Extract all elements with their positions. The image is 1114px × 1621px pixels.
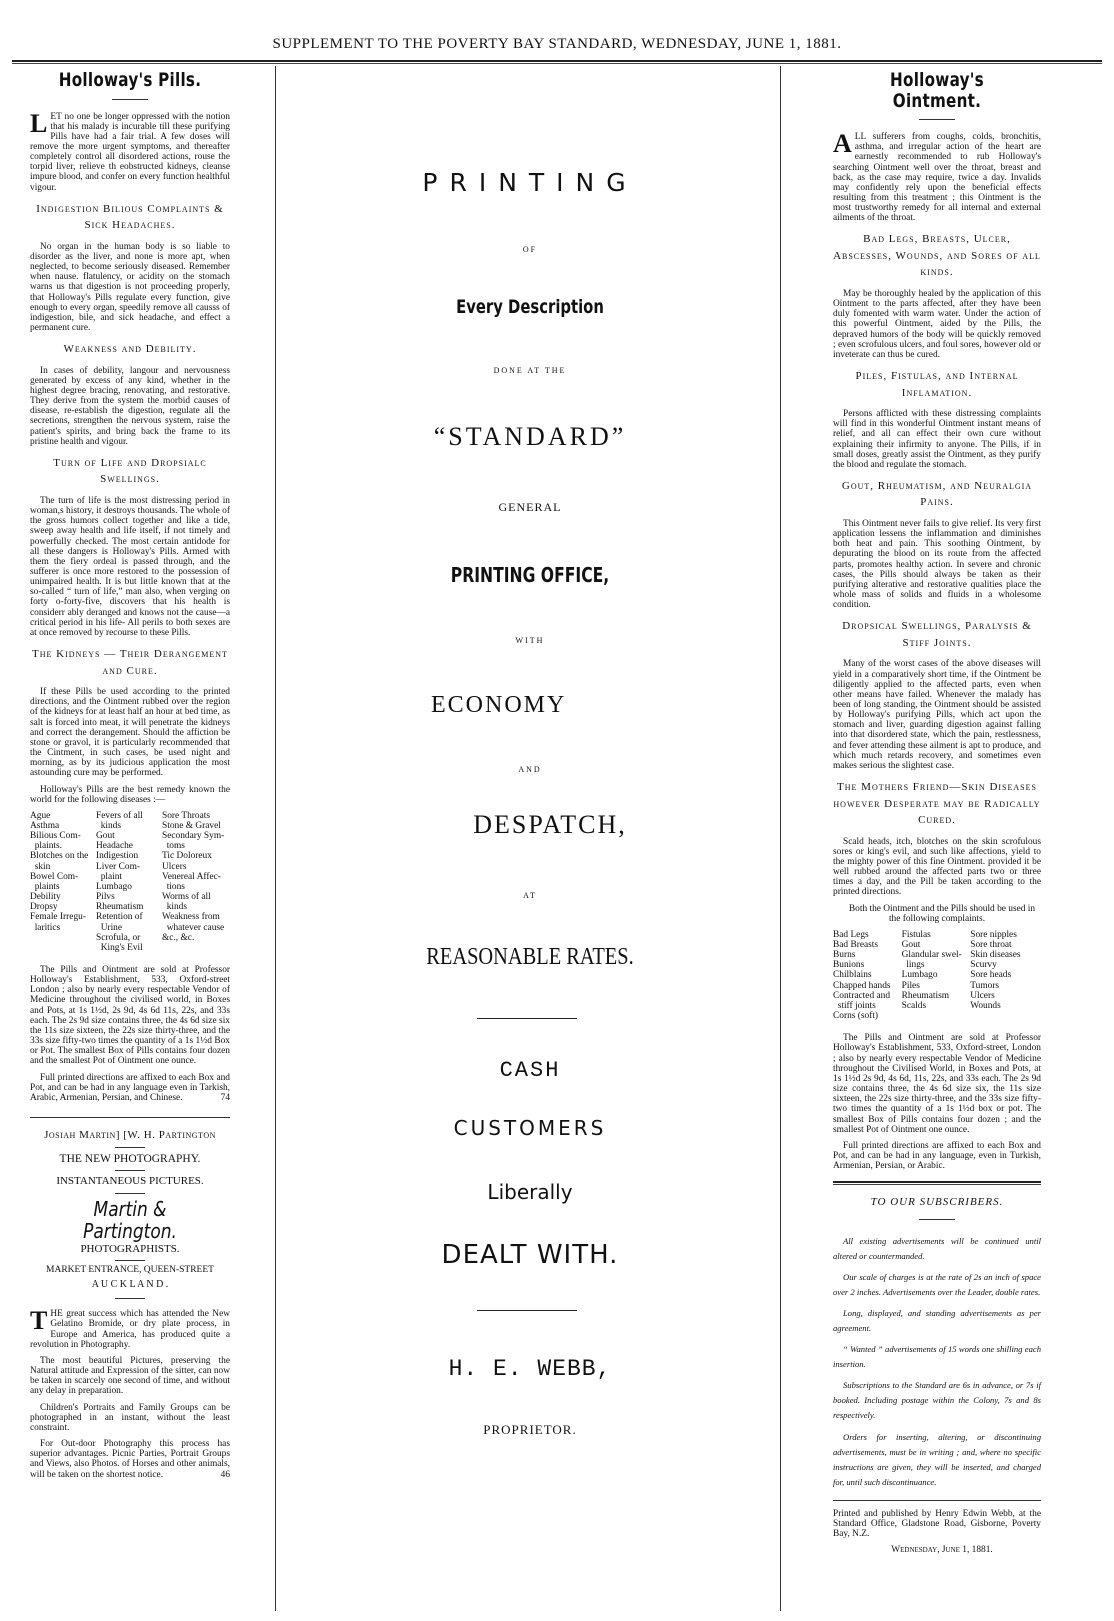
table-cell: Gout [901, 940, 921, 950]
notice: “ Wanted ” advertisements of 15 words one shilling each insertion. [833, 1344, 1041, 1370]
paragraph: In cases of debility, langour and nervousness generated by excess of any kind, whether in the highest degree bracing, renovating, and restorative. They derive from the system the morbid causes of disease, re-establish the digestion, regulate all the secretions, strengthen the nervous system, raise the patient's spirits, and bring back the frame to its pristine health and vigour. [30, 365, 230, 447]
intro-text: ET no one be longer oppressed with the notion that his malady is incurable till these purifying Pills have had a fair trial. A few doses will remove the more urgent symptoms, and thereafter completely control all disordered actions, rouse the torpid liver, relieve th eobstructed kidneys, cleanse impure blood, and confer on every function healthful vigour. [30, 111, 230, 193]
paragraph-text: For Out-door Photography this process has superior advantages. Picnic Parties, Portrait Groups and Views, also Photos. of Horses and other animals, will be taken on the shortest notice. [30, 1439, 230, 1480]
table-cell: Stone & Gravel [162, 820, 221, 831]
paragraph: This Ointment never fails to give relief. Its very first application lessens the inflammation and diminishes both heat and pain. This soothing Ointment, by depurating the blood on its route from the affected parts, promotes healthy action. In severe and chronic cases, the Pills should always be taken as their purifying alterative and restorative qualities place the whole mass of solids and fluids in a wholesome condition. [833, 518, 1041, 611]
divider [833, 1181, 1041, 1185]
table-cell: Female Irregu- [30, 912, 86, 923]
table-row [30, 882, 230, 892]
table-cell: Ulcers [162, 861, 187, 872]
table-cell: Chilblains [833, 970, 872, 981]
table-cell: kinds [162, 902, 188, 913]
table-cell: Tic Doloreux [162, 851, 212, 862]
table-cell: lings [901, 960, 925, 971]
table-cell: Blotches on the [30, 851, 89, 862]
table-cell: stiff joints [833, 1000, 876, 1011]
table-cell: Headache [96, 841, 133, 852]
table-cell: Venereal Affec- [162, 871, 221, 882]
instantaneous-pictures: INSTANTANEOUS PICTURES. [56, 1175, 204, 1188]
reasonable-rates: REASONABLE RATES. [426, 944, 634, 970]
with: WITH [515, 636, 545, 645]
liberally: Liberally [487, 1180, 573, 1204]
holloways-ointment-column [833, 66, 1041, 1561]
heading-indigestion: Indigestion Bilious Complaints & Sick Headaches. [36, 202, 224, 232]
table-cell: skin [30, 861, 51, 872]
heading-weakness: Weakness and Debility. [63, 343, 197, 356]
of: OF [522, 245, 538, 254]
table-cell: Piles [901, 980, 920, 991]
table-cell: kinds [96, 820, 122, 831]
table-cell: Fevers of all [96, 810, 143, 821]
table-cell: plaint [96, 871, 123, 882]
table-cell: King's Evil [96, 942, 143, 953]
paragraph: The Pills and Ointment are sold at Professor Holloway's Establishment, 533, Oxford-street, London ; also by nearly every respectable Vendor of Medicine throughout the Civilised World, in Boxes and Pots, at 1s 1½d 2s 9d, 4s 6d, 11s, 22s, and 33s each. The 2s 9d size contains three, the 4s 6d size six, the 11s size sixteen, the 22s size thirty-three, and the 33s size fifty-two times the quantity of a 1s 1½d box or pot. The smallest Box of Pills contains four dozen ; and the smallest Pot of Ointment one ounce. [833, 1033, 1041, 1135]
table-cell: Ague [30, 810, 51, 821]
imprint: Printed and published by Henry Edwin Webb, at the Standard Office, Gladstone Road, Gisborne, Poverty Bay, N.Z. [833, 1508, 1041, 1539]
table-cell [902, 1011, 971, 1021]
paragraph: No organ in the human body is so liable to disorder as the liver, and none is more apt, when neglected, to become seriously diseased. Remember when nause. flatulency, or acidity on the stomach warns us that digestion is not proceeding properly, that Holloway's Pills regulate every function, give enough to every organ, speedily remove all causss of indigestion, bile, and sick headache, and effect a permanent cure. [30, 241, 230, 334]
paragraph [30, 1306, 230, 1350]
table-cell: toms [162, 841, 185, 852]
table-cell: Scrofula, or [96, 932, 141, 943]
at: AT [523, 891, 537, 900]
table-row [30, 841, 230, 851]
notice: Long, displayed, and standing advertisements as per agreement. [833, 1308, 1041, 1334]
table-cell: Retention of [96, 912, 143, 923]
subscribers-notice [833, 1234, 1041, 1489]
ointment-intro [833, 129, 1041, 224]
table-cell: Bad Breasts [833, 940, 879, 950]
divider [477, 1018, 577, 1019]
table-cell: &c., &c. [162, 932, 195, 943]
table-cell: Sore heads [970, 970, 1012, 981]
heading-kidneys: The Kidneys — Their Derangement and Cure. [32, 648, 228, 677]
ointment-title: Holloway's Ointment. [890, 69, 984, 112]
pills-intro [30, 108, 230, 193]
table-row [30, 923, 230, 933]
done-at-the: DONE AT THE [493, 366, 567, 375]
table-cell: Secondary Sym- [162, 831, 225, 842]
table-row [833, 930, 1041, 940]
table-cell [30, 943, 96, 953]
heading-gout: Gout, Rheumatism, and Neuralgia Pains. [841, 479, 1033, 509]
table-cell: Debility [30, 892, 61, 903]
paragraph: Both the Ointment and the Pills should be used in the following complaints. [848, 903, 1036, 924]
table-cell: Glandular swel- [901, 950, 962, 961]
table-row [833, 950, 1041, 960]
city: A U C K L A N D . [91, 1278, 169, 1290]
table-row [833, 1011, 1041, 1021]
table-row [30, 943, 230, 953]
drop-cap: A [833, 129, 852, 159]
subscribers-title: TO OUR SUBSCRIBERS. [870, 1196, 1004, 1209]
divider [115, 1260, 145, 1261]
paragraph: Many of the worst cases of the above diseases will yield in a comparatively short time, if the Ointment be diligently applied to the affected parts, even when other means have failed. Whenever the malady has been of long standing, the Ointment should be assisted by Holloway's purifying Pills, which act upon the stomach and liver, guarding digestion against falling into that disordered state, which the pain, restlessness, and fever attending these ailment is apt to produce, and which much retards recovery, and sometimes even makes serious the slightest case. [833, 659, 1041, 771]
address: MARKET ENTRANCE, QUEEN-STREET [46, 1265, 214, 1276]
table-cell: whatever cause [162, 922, 225, 933]
table-cell: Bunions [833, 960, 865, 971]
customers: CUSTOMERS [453, 1116, 607, 1140]
table-cell: Ulcers [970, 990, 995, 1001]
table-row [30, 902, 230, 912]
every-description: Every Description [456, 296, 604, 318]
heading-mothers-friend: The Mothers Friend—Skin Diseases however Desperate may be Radically Cured. [833, 781, 1041, 827]
paragraph: Children's Portraits and Family Groups can be photographed in an instant, without the least constraint. [30, 1402, 230, 1433]
intro-text: LL sufferers from coughs, colds, bronchitis, asthma, and irregular action of the heart are earnestly recommended to rub Holloway's searching Ointment well over the throat, breast and back, as the case may require, twice a day. Invalids may confidently rely upon the beneficial effects resulting from this treatment ; this Ointment is the most trustworthy remedy for all internal and external ailments of the throat. [833, 132, 1041, 224]
ad-number: 46 [220, 1469, 230, 1480]
table-row [833, 1001, 1041, 1011]
table-row [30, 811, 230, 821]
table-cell: Rheumatism [901, 990, 950, 1001]
table-row [833, 960, 1041, 970]
despatch: DESPATCH, [473, 810, 627, 839]
table-cell: Liver Com- [96, 861, 141, 872]
paragraph: If these Pills be used according to the printed directions, and the Ointment rubbed over the region of the kidneys for at least half an hour at bed time, as salt is forced into meat, it will penetrate the kidneys and correct the derangement. Should the affiction be stone or gravol, it is particularly recommended that the Cintment, in such cases, be used night and morning, as by its judicious application the most astounding cure may be performed. [30, 687, 230, 779]
divider [919, 1219, 955, 1220]
new-photography: THE NEW PHOTOGRAPHY. [59, 1152, 201, 1165]
heading-piles: Piles, Fistulas, and Internal Inflamation. [855, 370, 1019, 399]
table-cell [970, 1011, 1041, 1021]
photography-ad [30, 1130, 230, 1299]
table-cell: Weakness from [162, 912, 220, 923]
table-cell: Scalds [901, 1000, 927, 1011]
paragraph: May be thoroughly healed by the application of this Ointment to the parts affected, after they have been duly fomented with warm water. Under the action of this powerful Ointment, aided by the Pills, the depraved humors of the body will be quickly removed ; even scrofulous ulcers, and foul sores, however old or inveterate can thus be cured. [833, 288, 1041, 360]
divider [115, 1170, 145, 1171]
table-row [30, 933, 230, 943]
photographists: PHOTOGRAPHISTS. [80, 1243, 180, 1256]
table-cell: Sore nipples [970, 929, 1017, 940]
economy: ECONOMY [431, 692, 567, 718]
table-row [833, 991, 1041, 1001]
table-cell: Worms of all [162, 892, 211, 903]
paragraph: The most beautiful Pictures, preserving the Natural attitude and Expression of the sitter, can now be taken in scarcely one second of time, and without any delay in preparation. [30, 1355, 230, 1397]
paragraph [30, 1439, 230, 1480]
notice: All existing advertisements will be continued until altered or countermanded. [833, 1236, 1041, 1262]
paragraph-text: Full printed directions are affixed to each Box and Pot, and can be had in any language even in Tarkish, Arabic, Armenian, Persian, and Chinese. [30, 1072, 230, 1103]
table-cell: Bowel Com- [30, 871, 79, 882]
table-cell: Rheumatism [96, 902, 144, 913]
table-cell: Lumbago [96, 881, 132, 892]
proprietor-label: PROPRIETOR. [483, 1422, 577, 1437]
divider [115, 1147, 145, 1148]
masthead: SUPPLEMENT TO THE POVERTY BAY STANDARD, WEDNESDAY, JUNE 1, 1881. [272, 36, 842, 52]
table-cell: Asthma [30, 820, 60, 831]
table-cell: Urine [96, 922, 123, 933]
complaints-table [833, 930, 1041, 1021]
table-cell: Fistulas [901, 929, 931, 940]
table-cell: Sore Throats [162, 810, 210, 821]
table-cell: Wounds [970, 1000, 1001, 1011]
photographer-names: Josiah Martin] [W. H. Partington [44, 1129, 216, 1142]
table-cell: Sore throat [970, 940, 1012, 950]
diseases-table [30, 811, 230, 953]
table-row [833, 981, 1041, 991]
table-cell: Tumors [970, 980, 1000, 991]
table-cell: Lumbago [901, 970, 938, 981]
table-cell: Dropsy [30, 902, 58, 913]
standard: “STANDARD” [433, 422, 627, 451]
heading-dropsical: Dropsical Swellings, Paralysis & Stiff Joints. [842, 620, 1032, 649]
firm-name: Martin & Partington. [83, 1197, 177, 1243]
printing: PRINTING [422, 168, 638, 197]
table-row [30, 912, 230, 922]
table-row [833, 940, 1041, 950]
and: AND [518, 765, 542, 774]
table-row [30, 862, 230, 872]
table-cell: tions [162, 881, 185, 892]
printing-office: PRINTING OFFICE, [450, 563, 610, 587]
divider [112, 99, 148, 100]
cash: CASH [499, 1058, 561, 1083]
general: GENERAL [498, 500, 562, 514]
paragraph: Full printed directions are affixed to each Box and Pot, and can be had in any language, even in Turkish, Armenian, Persian, or Arabic. [833, 1140, 1041, 1172]
table-row [30, 872, 230, 882]
paragraph [30, 1073, 230, 1103]
divider [115, 1193, 145, 1194]
table-cell: Indigestion [96, 851, 139, 862]
notice: Our scale of charges is at the rate of 2s an inch of space over 2 inches. Advertisements over the Leader, double rates. [833, 1272, 1041, 1298]
divider [30, 1117, 230, 1118]
paragraph-text: HE great success which has attended the New Gelatino Bromide, or dry plate process, in Europe and America, has produced quite a revolution in Photography. [30, 1309, 230, 1350]
table-cell: Skin diseases [970, 950, 1021, 961]
table-cell: Bilious Com- [30, 831, 81, 842]
table-row [833, 970, 1041, 980]
holloways-pills-column [30, 66, 230, 1486]
paragraph: Holloway's Pills are the best remedy known the world for the following diseases :— [30, 784, 230, 805]
imprint-date: Wednesday, June 1, 1881. [891, 1545, 993, 1556]
table-cell [30, 933, 96, 943]
paragraph: Persons afflicted with these distressing complaints will find in this wonderful Ointment instant means of relief, and all can effect their own cure without explaining their infirmity to anyone. The Pills, if in small doses, greatly assist the Ointment, as they purify the blood and regulate the stomach. [833, 409, 1041, 470]
table-row [30, 892, 230, 902]
table-cell: Chapped hands [833, 980, 891, 991]
table-cell: plaints. [30, 841, 63, 852]
top-rule [12, 60, 1102, 64]
table-cell: Scurvy [970, 960, 997, 971]
column-divider [780, 66, 781, 1611]
table-row [30, 831, 230, 841]
proprietor-name: H. E. WEBB, [448, 1356, 612, 1382]
drop-cap: T [30, 1306, 48, 1336]
notice: Subscriptions to the Standard are 6s in advance, or 7s if booked. Including postage within the Colony, 7s and 8s respectively. [833, 1380, 1041, 1421]
divider [477, 1310, 577, 1311]
heading-turn-of-life: Turn of Life and Dropsialc Swellings. [53, 456, 207, 486]
table-row [30, 851, 230, 861]
ad-number: 74 [220, 1092, 230, 1103]
table-cell: Pilvs [96, 892, 115, 903]
dealt-with: DEALT WITH. [441, 1240, 619, 1270]
table-cell: Bad Legs [833, 929, 869, 940]
heading-bad-legs: Bad Legs, Breasts, Ulcer, Abscesses, Wounds, and Sores of all kinds. [833, 233, 1041, 279]
divider [919, 119, 955, 120]
divider [115, 1298, 145, 1299]
pills-title: Holloway's Pills. [58, 69, 202, 91]
divider [833, 1500, 1041, 1501]
notice: Orders for inserting, altering, or discontinuing advertisements, must be in writing ; and, where no specific instructions are given, they will be inserted, and charged for, until such discontinuance. [833, 1431, 1041, 1487]
paragraph: The Pills and Ointment are sold at Professor Holloway's Establishment, 533, Oxford-street London ; also by nearly every respectable Vendor of Medicine throughout the civilised world, in Boxes and Pots, at 1s 1½d, 2s 9d, 4s 6d 11s, 22s, and 33s each. The 2s 9d size contains three, the 4s 6d size six the 11s size sixteen, the 22s size thirty-three, and the 33s size fifty-two times the quantity of a 1s 1½d Box or Pot. The smallest Box of Pills contains four dozen and the smallest Pot of Ointment one ounce. [30, 965, 230, 1067]
table-cell: plaints [30, 881, 60, 892]
paragraph: Scald heads, itch, blotches on the skin scrofulous sores or king's evil, and such like affections, yield to the mighty power of this fine Ointment. provided it be well rubbed around the affected parts two or three times a day, and the Pill be taken according to the printed directions. [833, 836, 1041, 898]
table-row [30, 821, 230, 831]
paragraph: The turn of life is the most distressing period in woman,s history, it destroys thousands. The whole of the gross humors collect together and like a tide, sweep away health and life itself, if not timely and powerfully checked. The most certain antidode for all these dangers is Holloway's Pills. Armed with them the fiery ordeal is passed through, and the sufferer is once more restored to the possession of unimpaired health. It is but little known that at the so-called “ turn of life,” man also, when verging on forty o-forty-five, discovers that his health is considerr ably deranged and knows not the cause—a critical period in his life- All perils to both sexes are at once removed by recourse to these Pills. [30, 495, 230, 638]
table-cell: Burns [833, 950, 856, 961]
table-cell: Corns (soft) [833, 1011, 879, 1022]
table-cell: laritics [30, 922, 61, 933]
drop-cap: L [30, 108, 48, 138]
column-divider [275, 66, 276, 1611]
table-cell [162, 943, 230, 953]
table-cell: Gout [96, 831, 115, 842]
table-cell: Contracted and [833, 990, 891, 1001]
